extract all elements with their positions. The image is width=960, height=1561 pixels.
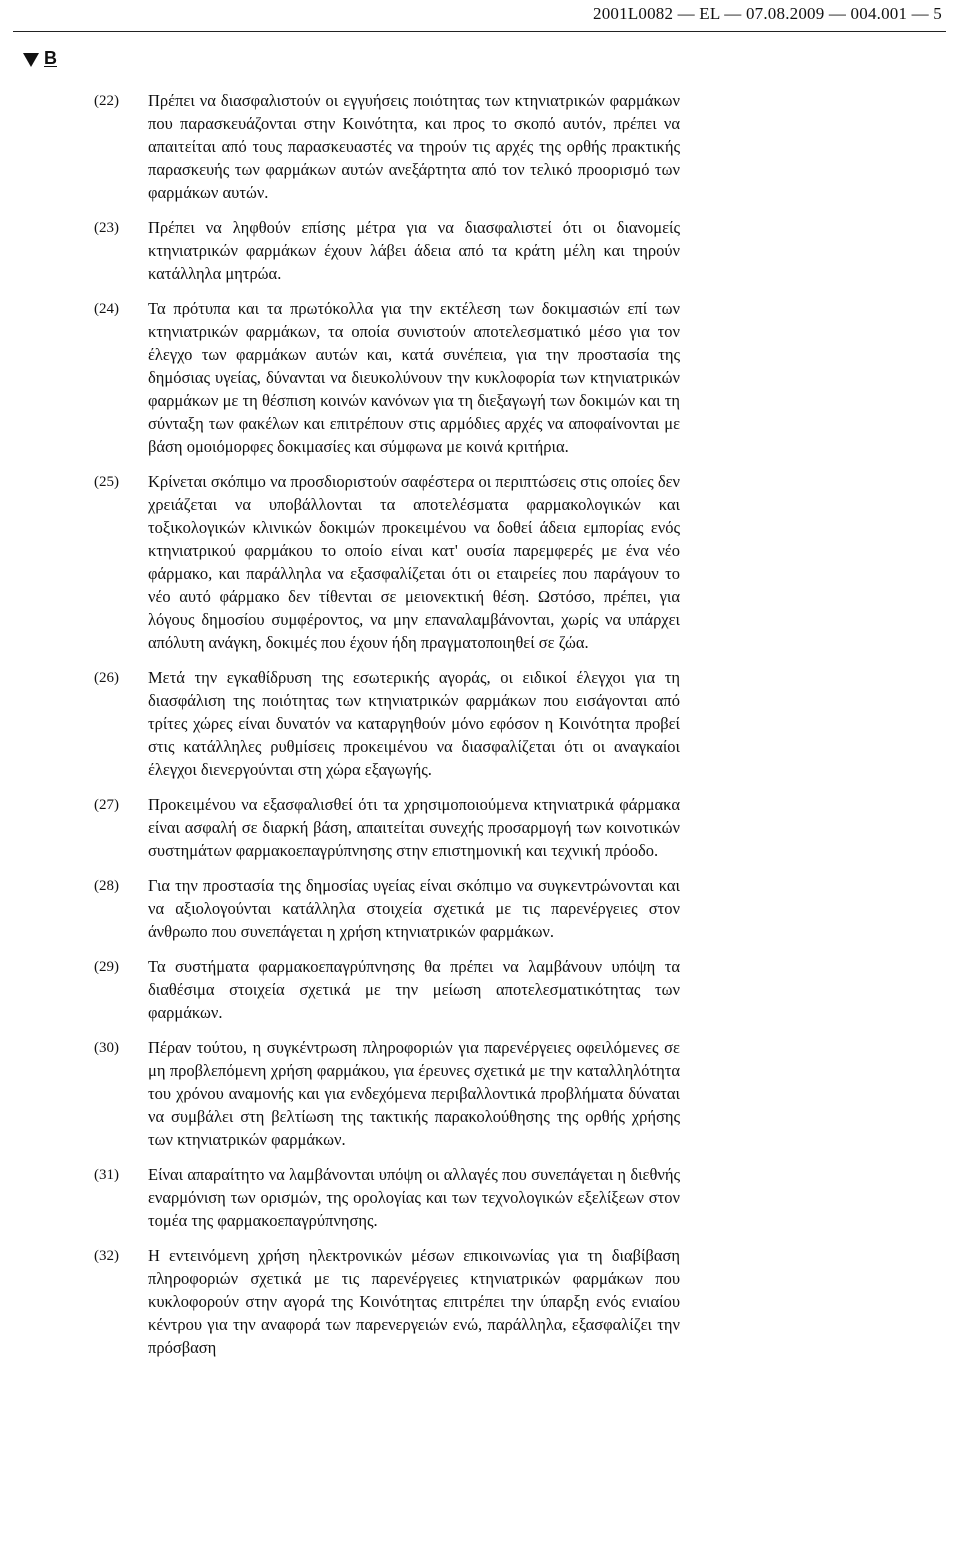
recital-text: Είναι απαραίτητο να λαμβάνονται υπόψη οι αλλαγές που συνεπάγεται η διεθνής εναρμόνιση των ορισμών, της ορολογίας και των τεχνολογικών εξελίξεων στον τομέα της φαρμακοεπαγρύπνησης. — [148, 1165, 680, 1230]
recital-number: (22) — [94, 93, 119, 109]
recital-text: Πέραν τούτου, η συγκέντρωση πληροφοριών για παρενέργειες οφειλόμενες σε μη προβλεπόμενη χρήση φαρμάκου, για έρευνες σχετικά με την καταλληλότητα του χρόνου αναμονής και για ενδεχόμενα περιβαλλοντικά προβλήματα δύναται να συμβάλει στη βελτίωση της τακτικής παρακολούθησης της ορθής χρήσης των κτηνιατρικών φαρμάκων. — [148, 1038, 680, 1149]
recital-text: Τα συστήματα φαρμακοεπαγρύπνησης θα πρέπει να λαμβάνουν υπόψη τα διαθέσιμα στοιχεία σχετικά με την μείωση αποτελεσματικότητας των φαρμάκων. — [148, 957, 680, 1022]
recital-26 — [94, 666, 680, 781]
recital-31 — [94, 1163, 680, 1232]
recital-list — [94, 89, 680, 1371]
recital-text: Προκειμένου να εξασφαλισθεί ότι τα χρησιμοποιούμενα κτηνιατρικά φάρμακα είναι ασφαλή σε διαρκή βάση, απαιτείται συνεχής προσαρμογή των κοινοτικών συστημάτων φαρμακοεπαγρύπνησης στην επιστημονική και τεχνική πρόοδο. — [148, 795, 680, 860]
recital-25 — [94, 470, 680, 654]
recital-23 — [94, 216, 680, 285]
recital-number: (24) — [94, 301, 119, 317]
recital-30 — [94, 1036, 680, 1151]
recital-text: Πρέπει να ληφθούν επίσης μέτρα για να διασφαλιστεί ότι οι διανομείς κτηνιατρικών φαρμάκων έχουν λάβει άδεια από τα κράτη μέλη και τηρούν κατάλληλα μητρώα. — [148, 218, 680, 283]
recital-number: (27) — [94, 797, 119, 813]
recital-29 — [94, 955, 680, 1024]
marker-label: B — [44, 48, 57, 68]
recital-24 — [94, 297, 680, 458]
running-head: 2001L0082 — EL — 07.08.2009 — 004.001 — 5 — [593, 4, 942, 23]
down-triangle-icon — [23, 53, 39, 67]
recital-text: Τα πρότυπα και τα πρωτόκολλα για την εκτέλεση των δοκιμασιών επί των κτηνιατρικών φαρμάκων, τα οποία συνιστούν αποτελεσματικό μέσο για τον έλεγχο των φαρμάκων αυτών και, κατά συνέπεια, για την προστασία της δημόσιας υγείας, δύνανται να διευκολύνουν την κυκλοφορία των κτηνιατρικών φαρμάκων με τη θέσπιση κοινών κανόνων για τη διεξαγωγή των δοκιμών και τη σύνταξη των φακέλων και επιτρέπουν στις αρμόδιες αρχές να αποφαίνονται με βάση ομοιόμορφες δοκιμασίες και σύμφωνα με κοινά κριτήρια. — [148, 299, 680, 456]
recital-22 — [94, 89, 680, 204]
recital-number: (26) — [94, 670, 119, 686]
recital-text: Η εντεινόμενη χρήση ηλεκτρονικών μέσων επικοινωνίας για τη διαβίβαση πληροφοριών σχετικά με τις παρενέργειες κτηνιατρικών φαρμάκων που κυκλοφορούν στην αγορά της Κοινότητας επιτρέπει την ύπαρξη ενός ενιαίου κέντρου για την αναφορά των παρενεργειών ενώ, παράλληλα, εξασφαλίζει την πρόσβαση — [148, 1246, 680, 1357]
recital-text: Για την προστασία της δημοσίας υγείας είναι σκόπιμο να συγκεντρώνονται και να αξιολογούνται κατάλληλα στοιχεία σχετικά με τις παρενέργειες στον άνθρωπο που συνεπάγεται η χρήση κτηνιατρικών φαρμάκων. — [148, 876, 680, 941]
recital-text: Κρίνεται σκόπιμο να προσδιοριστούν σαφέστερα οι περιπτώσεις στις οποίες δεν χρειάζεται να υποβάλλονται τα αποτελέσματα φαρμακολογικών και τοξικολογικών κλινικών δοκιμών προκειμένου να δοθεί άδεια εμπορίας ενός κτηνιατρικού φαρμάκου το οποίο είναι κατ' ουσία παρεμφερές με ένα νέο φάρμακο, και παράλληλα να εξασφαλίζεται ότι οι εταιρείες που παράγουν το νέο αυτό φάρμακο δεν τίθενται σε μειονεκτική θέση. Ωστόσο, πρέπει, για λόγους δημοσίου συμφέροντος, να μην επαναλαμβάνονται, χωρίς να υπάρχει απόλυτη ανάγκη, δοκιμές που έχουν ήδη πραγματοποιηθεί σε ζώα. — [148, 472, 680, 652]
recital-number: (25) — [94, 474, 119, 490]
recital-number: (23) — [94, 220, 119, 236]
recital-32 — [94, 1244, 680, 1359]
recital-number: (31) — [94, 1167, 119, 1183]
recital-text: Πρέπει να διασφαλιστούν οι εγγυήσεις ποιότητας των κτηνιατρικών φαρμάκων που παρασκευάζονται στην Κοινότητα, και προς το σκοπό αυτόν, πρέπει να απαιτείται από τους παρασκευαστές να τηρούν τις αρχές της ορθής πρακτικής παρασκευής των φαρμάκων αυτών ανεξάρτητα από τον τελικό προορισμό των φαρμάκων αυτών. — [148, 91, 680, 202]
recital-number: (29) — [94, 959, 119, 975]
recital-number: (28) — [94, 878, 119, 894]
recital-number: (32) — [94, 1248, 119, 1264]
amendment-marker — [23, 48, 57, 69]
recital-28 — [94, 874, 680, 943]
recital-text: Μετά την εγκαθίδρυση της εσωτερικής αγοράς, οι ειδικοί έλεγχοι για τη διασφάλιση της ποιότητας των κτηνιατρικών φαρμάκων που εισάγονται από τρίτες χώρες είναι δυνατόν να καταργηθούν μόνο εφόσον η Κοινότητα προβεί στις κατάλληλες ρυθμίσεις προκειμένου να διασφαλίζεται ότι οι αναγκαίοι έλεγχοι διενεργούνται στη χώρα εξαγωγής. — [148, 668, 680, 779]
header-divider — [13, 31, 946, 32]
recital-27 — [94, 793, 680, 862]
recital-number: (30) — [94, 1040, 119, 1056]
